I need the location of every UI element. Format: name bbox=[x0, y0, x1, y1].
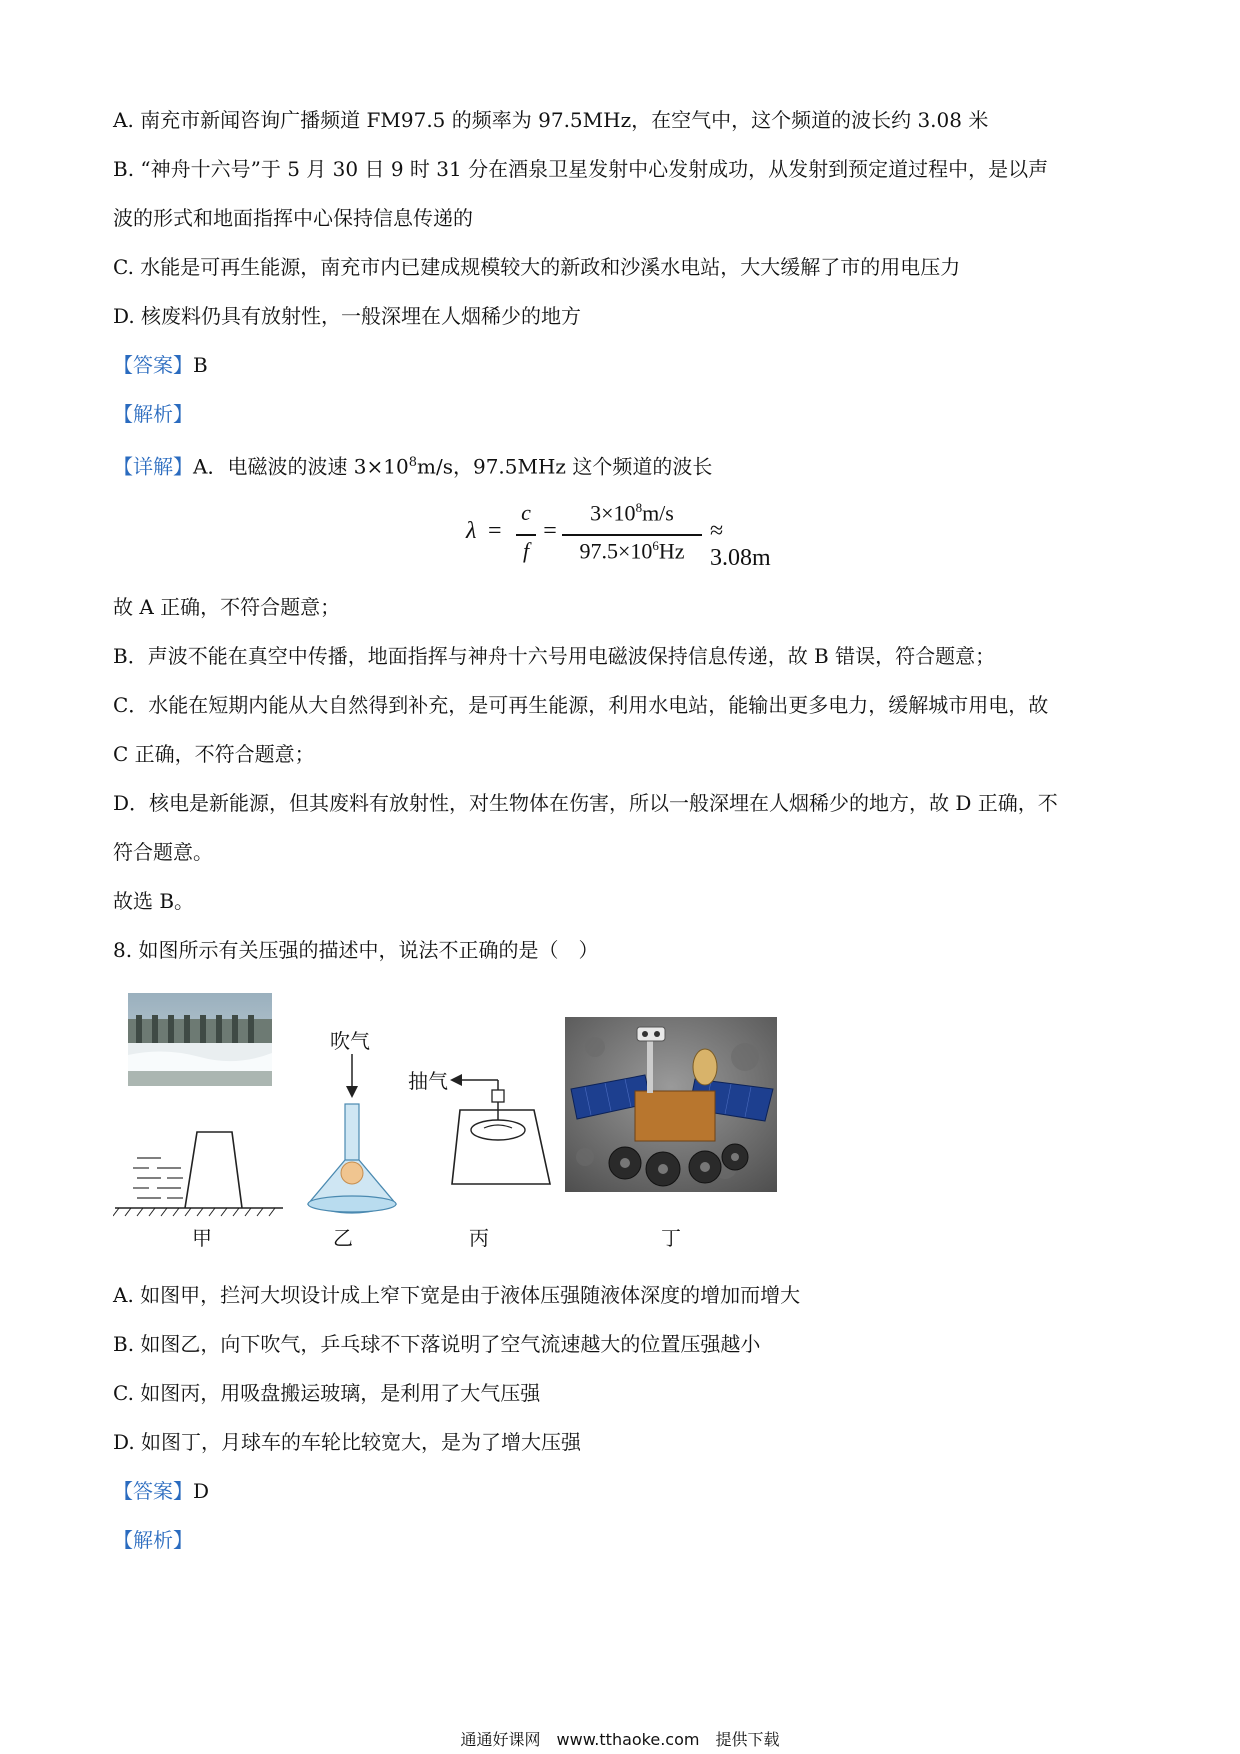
q7-explain-b: B．声波不能在真空中传播，地面指挥与神舟十六号用电磁波保持信息传递，故 B 错误，符合题意； bbox=[113, 644, 996, 668]
caption-jia: 甲 bbox=[192, 1226, 212, 1250]
answer-tag: 【答案】 bbox=[113, 353, 193, 377]
q7-answer bbox=[113, 351, 208, 379]
dam-photo bbox=[128, 993, 272, 1086]
formula-equals: = bbox=[488, 518, 502, 544]
q8-option-c: C. 如图丙，用吸盘搬运玻璃，是利用了大气压强 bbox=[113, 1381, 541, 1405]
pump-label: 抽气 bbox=[408, 1069, 448, 1093]
q8-analysis-tag: 【解析】 bbox=[113, 1528, 193, 1552]
q7-explain-c-line2: C 正确，不符合题意； bbox=[113, 742, 315, 766]
detail-tag: 【详解】 bbox=[113, 454, 193, 479]
q7-option-c: C. 水能是可再生能源，南充市内已建成规模较大的新政和沙溪水电站，大大缓解了市的用电压力 bbox=[113, 255, 961, 279]
q7-explain-a: 故 A 正确，不符合题意； bbox=[113, 595, 341, 619]
q8-answer bbox=[113, 1477, 209, 1505]
formula-result: ≈ 3.08m bbox=[710, 518, 771, 571]
page-footer: 通通好课网 www.tthaoke.com 提供下载 bbox=[460, 1730, 780, 1749]
q7-conclusion: 故选 B。 bbox=[113, 889, 195, 913]
q8-option-d: D. 如图丁，月球车的车轮比较宽大，是为了增大压强 bbox=[113, 1430, 582, 1454]
q7-option-b-line1: B. “神舟十六号”于 5 月 30 日 9 时 31 分在酒泉卫星发射中心发射成功，从发射到预定道过程中，是以声 bbox=[113, 157, 1049, 181]
lunar-rover-photo bbox=[565, 1017, 777, 1192]
fraction-bar-2 bbox=[562, 534, 702, 536]
answer-value: D bbox=[193, 1479, 210, 1503]
q7-explain-d-line2: 符合题意。 bbox=[113, 840, 213, 864]
q7-explain-d-line1: D．核电是新能源，但其废料有放射性，对生物体在伤害，所以一般深埋在人烟稀少的地方，故 D 正确，不 bbox=[113, 791, 1058, 815]
caption-bing: 丙 bbox=[469, 1226, 489, 1250]
wavelength-formula bbox=[466, 500, 786, 570]
q7-analysis-tag: 【解析】 bbox=[113, 402, 193, 426]
formula-f: f bbox=[522, 538, 530, 563]
q8-stem: 8. 如图所示有关压强的描述中，说法不正确的是（ ） bbox=[113, 938, 599, 962]
q8-option-b: B. 如图乙，向下吹气，乒乓球不下落说明了空气流速越大的位置压强越小 bbox=[113, 1332, 761, 1356]
formula-numerator: $3\times 10^8m/s$ bbox=[590, 500, 674, 526]
answer-tag: 【答案】 bbox=[113, 1479, 193, 1503]
fraction-bar-1 bbox=[516, 534, 536, 536]
q8-option-a: A. 如图甲，拦河大坝设计成上窄下宽是由于液体压强随液体深度的增加而增大 bbox=[113, 1283, 801, 1307]
q7-option-d: D. 核废料仍具有放射性，一般深埋在人烟稀少的地方 bbox=[113, 304, 582, 328]
suction-cup-diagram bbox=[448, 1068, 554, 1192]
funnel-diagram bbox=[302, 1052, 406, 1220]
q7-explain-c-line1: C．水能在短期内能从大自然得到补充，是可再生能源，利用水电站，能输出更多电力，缓解城市用电，故 bbox=[113, 693, 1049, 717]
q7-detail-a: 【详解】A．电磁波的波速 $3\times 10^8m/s$，97.5MHz 这个频道的波长 bbox=[113, 454, 713, 479]
formula-c: c bbox=[521, 500, 531, 525]
formula-denominator: $97.5\times 10^6Hz$ bbox=[579, 538, 685, 564]
dam-diagram bbox=[113, 1118, 285, 1218]
caption-yi: 乙 bbox=[333, 1226, 353, 1250]
q7-option-b-line2: 波的形式和地面指挥中心保持信息传递的 bbox=[113, 206, 473, 230]
caption-ding: 丁 bbox=[661, 1226, 681, 1250]
blow-label: 吹气 bbox=[330, 1029, 370, 1053]
answer-value: B bbox=[193, 353, 208, 377]
formula-equals-2: = bbox=[543, 518, 557, 544]
formula-lambda: λ bbox=[466, 518, 477, 544]
q7-option-a: A. 南充市新闻咨询广播频道 FM97.5 的频率为 97.5MHz，在空气中，这个频道的波长约 3.08 米 bbox=[113, 108, 989, 132]
